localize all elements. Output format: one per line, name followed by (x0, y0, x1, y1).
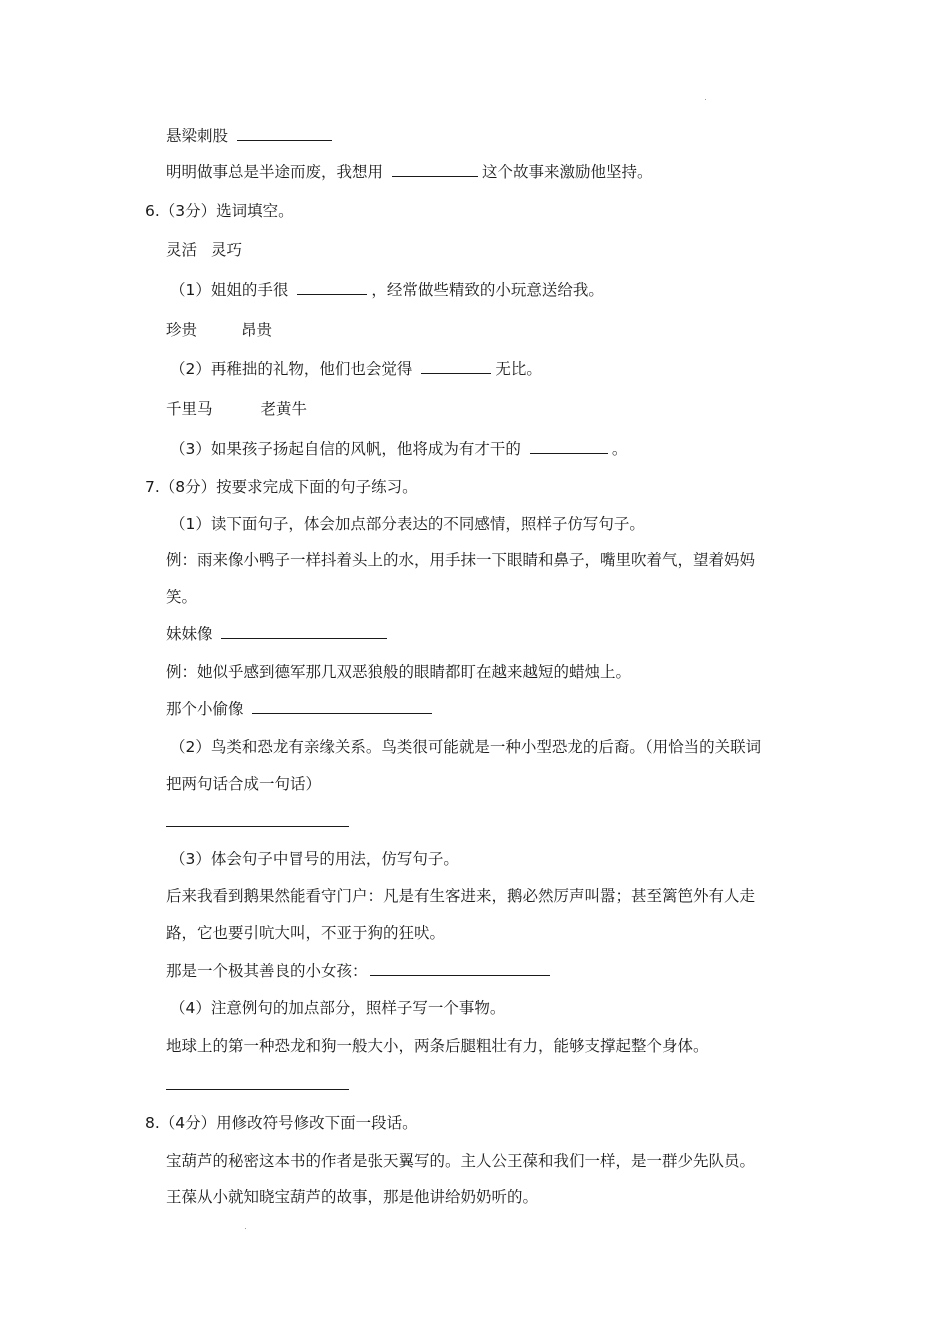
paragraph-line-1: 宝葫芦的秘密这本书的作者是张天翼写的。主人公王葆和我们一样，是一群少先队员。 (166, 1152, 756, 1170)
answer-blank[interactable] (530, 439, 608, 454)
example-colon-line-2: 路，它也要引吭大叫，不亚于狗的狂吠。 (166, 924, 446, 942)
example-sentence-2: 例：她似乎感到德军那几双恶狼般的眼睛都盯在越来越短的蜡烛上。 (166, 663, 632, 681)
question-7-part-3-instruction: （3）体会句子中冒号的用法，仿写句子。 (170, 850, 459, 868)
question-7-part-2-line-1: （2）鸟类和恐龙有亲缘关系。鸟类很可能就是一种小型恐龙的后裔。（用恰当的关联词 (170, 738, 762, 756)
fill-line-sister: 妹妹像 (166, 624, 391, 644)
answer-line[interactable] (166, 826, 349, 827)
question-7-title: 7.（8分）按要求完成下面的句子练习。 (145, 478, 418, 496)
idiom-sentence: 明明做事总是半途而废，我想用 这个故事来激励他坚持。 (166, 163, 653, 181)
idiom-text: 悬梁刺股 (166, 127, 229, 145)
question-7-part-4-instruction: （4）注意例句的加点部分，照样子写一个事物。 (170, 999, 506, 1017)
example-sentence-1-line-1: 例：雨来像小鸭子一样抖着头上的水，用手抹一下眼睛和鼻子，嘴里吹着气，望着妈妈 (166, 551, 756, 569)
answer-blank[interactable] (370, 961, 550, 976)
question-7-part-1-instruction: （1）读下面句子，体会加点部分表达的不同感情，照样子仿写句子。 (170, 515, 645, 533)
idiom-item (166, 126, 336, 146)
scan-speck (705, 99, 706, 100)
fill-line-thief: 那个小偷像 (166, 699, 436, 719)
example-sentence-1-line-2: 笑。 (166, 588, 198, 606)
answer-line[interactable] (166, 1089, 349, 1090)
question-6-title: 6.（3分）选词填空。 (145, 202, 294, 220)
example-colon-line-1: 后来我看到鹅果然能看守门户：凡是有生客进来，鹅必然厉声叫嚣；甚至篱笆外有人走 (166, 887, 756, 905)
answer-blank[interactable] (252, 699, 432, 714)
answer-blank[interactable] (392, 162, 478, 177)
answer-blank[interactable] (421, 359, 491, 374)
fill-line-girl: 那是一个极其善良的小女孩： (166, 961, 554, 981)
word-choice-group-1: 灵活 灵巧 (166, 241, 243, 259)
question-8-title: 8.（4分）用修改符号修改下面一段话。 (145, 1114, 418, 1132)
word-choice-group-3: 千里马 老黄牛 (166, 400, 308, 418)
example-dinosaur: 地球上的第一种恐龙和狗一般大小，两条后腿粗壮有力，能够支撑起整个身体。 (166, 1037, 709, 1055)
word-choice-group-2: 珍贵 昂贵 (166, 321, 273, 339)
question-6-sentence-2: （2）再稚拙的礼物，他们也会觉得 无比。 (170, 360, 542, 378)
answer-blank[interactable] (297, 280, 367, 295)
question-7-part-2-line-2: 把两句话合成一句话） (166, 775, 322, 793)
answer-blank[interactable] (221, 624, 387, 639)
paragraph-line-2: 王葆从小就知晓宝葫芦的故事，那是他讲给奶奶听的。 (166, 1188, 539, 1206)
scan-speck (245, 1228, 246, 1229)
question-6-sentence-3: （3）如果孩子扬起自信的风帆，他将成为有才干的 。 (170, 440, 628, 458)
answer-blank[interactable] (237, 126, 332, 141)
question-6-sentence-1: （1）姐姐的手很 ，经常做些精致的小玩意送给我。 (170, 281, 604, 299)
